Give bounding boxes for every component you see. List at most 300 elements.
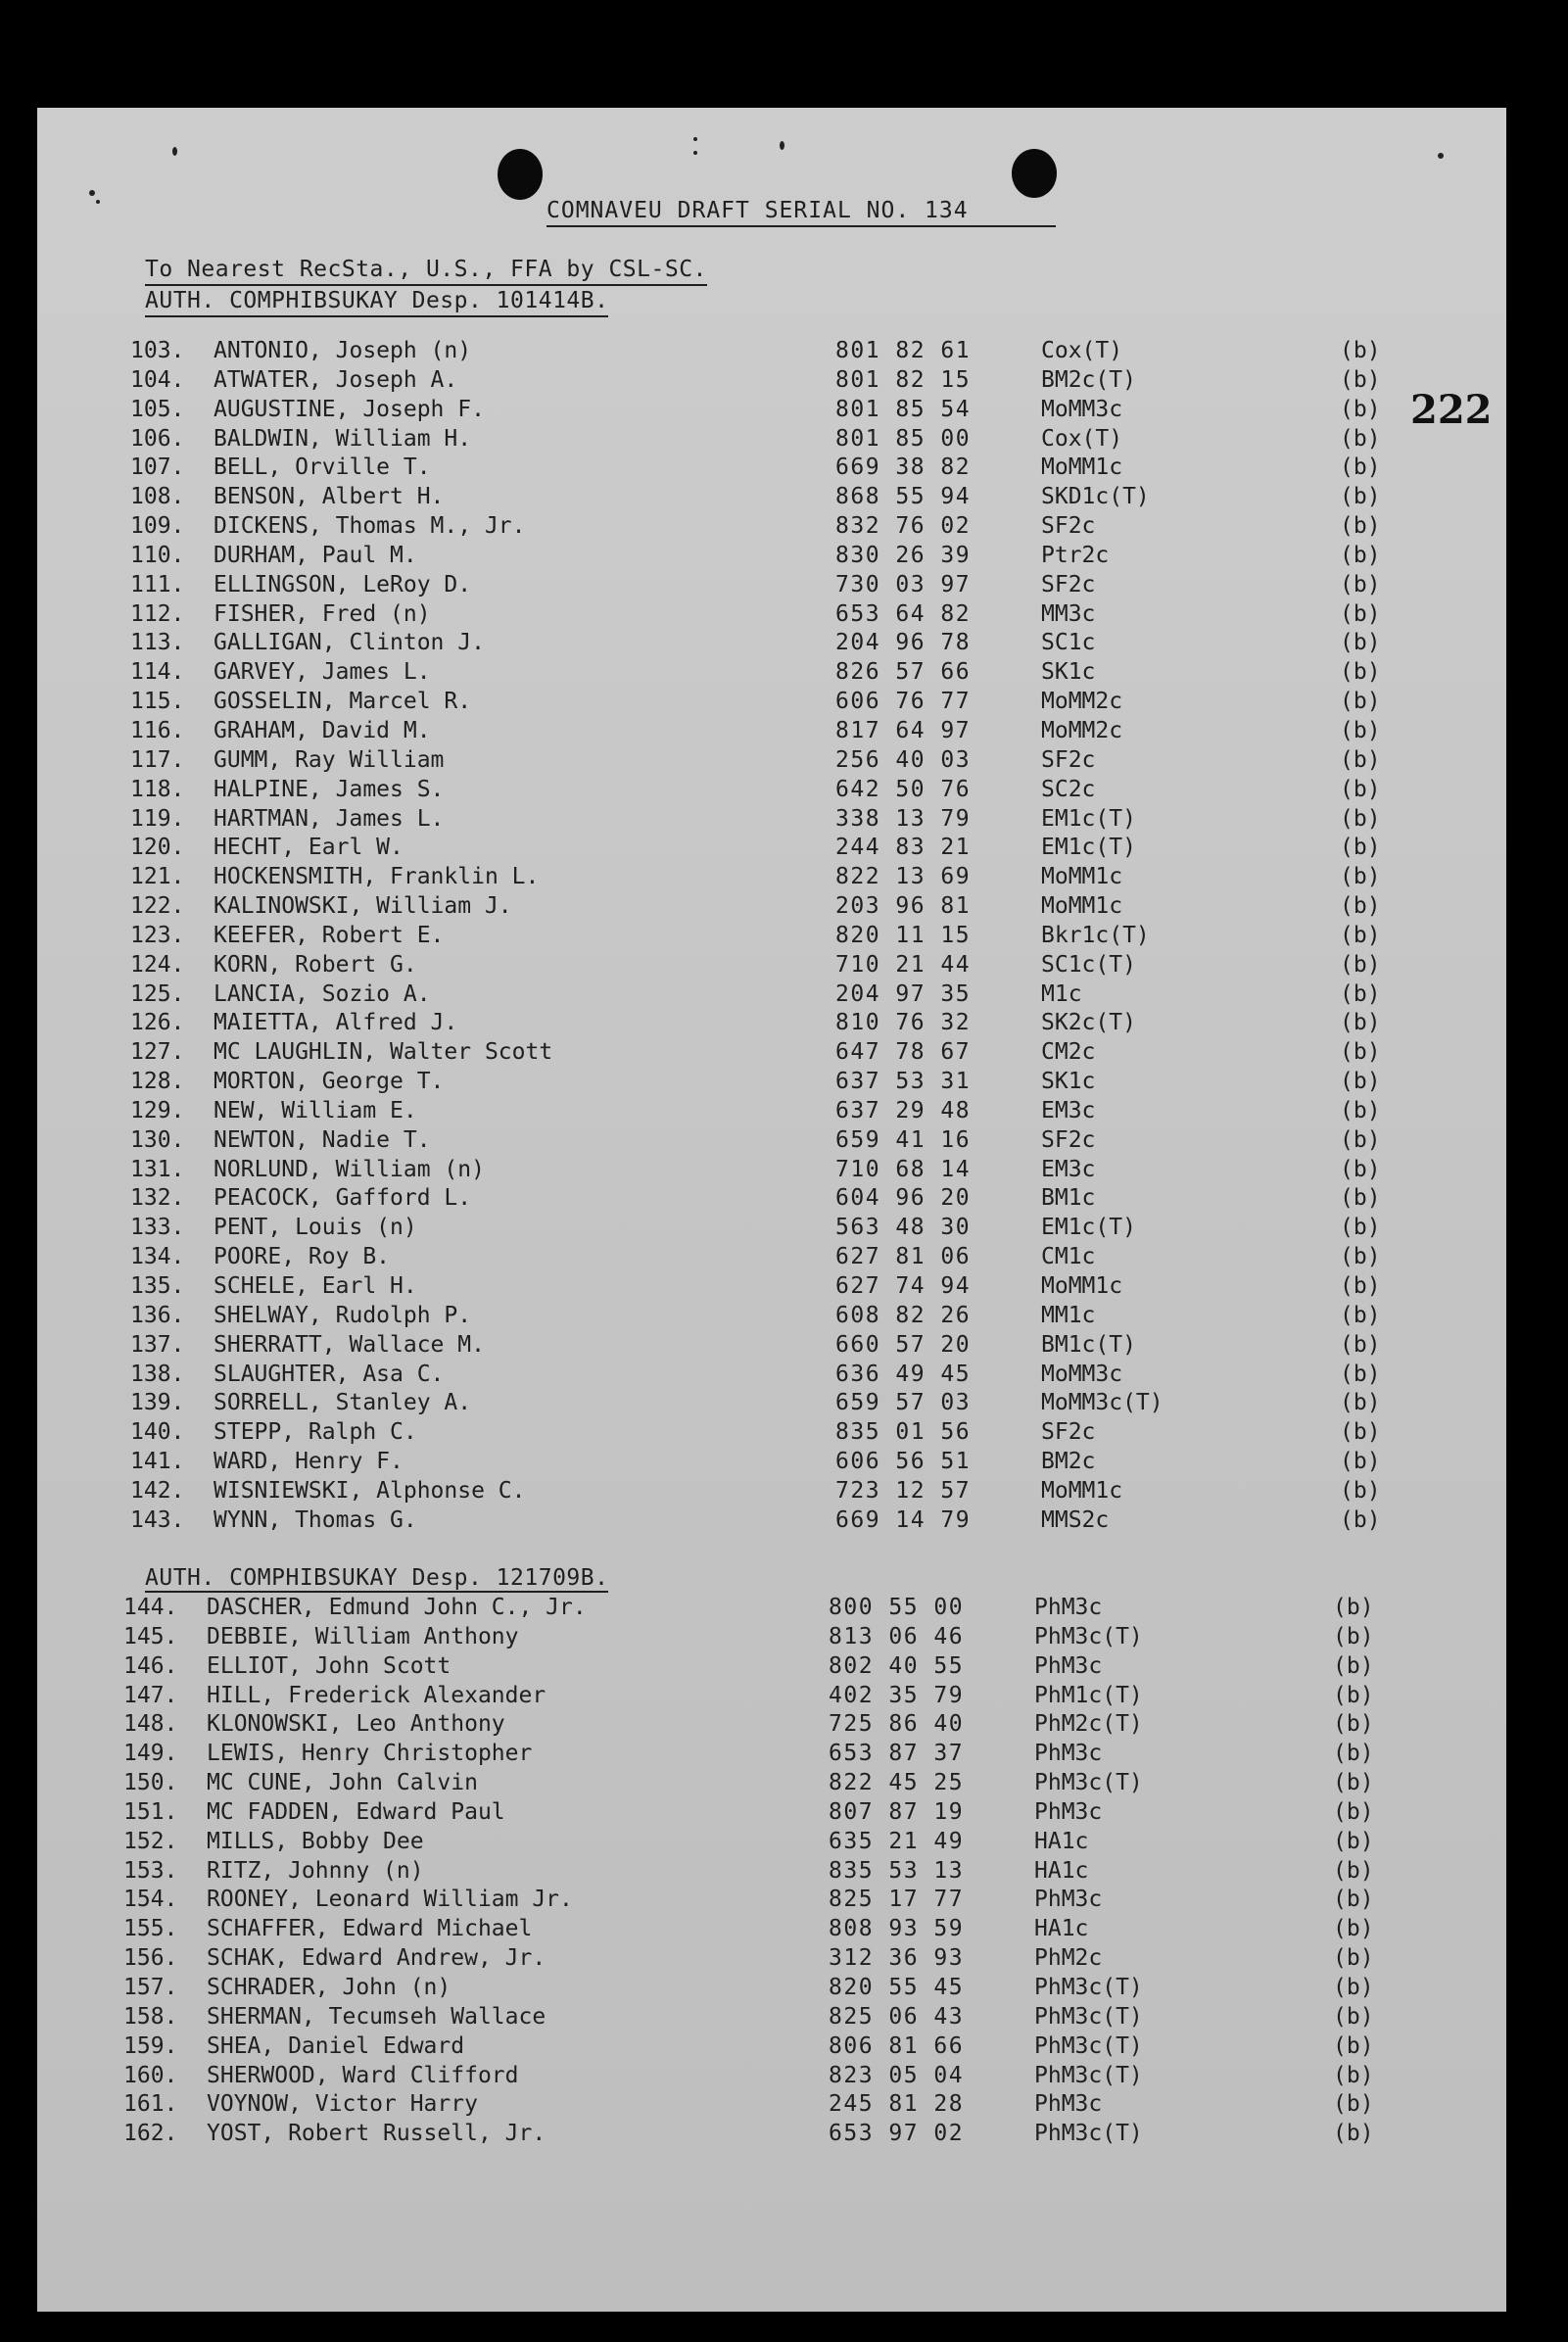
roster-row (123, 1769, 1426, 1798)
row-number: 106. (130, 425, 185, 452)
roster-row (123, 2032, 1426, 2062)
category: (b) (1340, 1156, 1381, 1182)
service-number: 823 05 04 (829, 2062, 965, 2088)
service-number: 669 38 82 (835, 454, 972, 481)
service-number: 338 13 79 (835, 805, 972, 832)
service-number: 825 06 43 (829, 2003, 965, 2030)
service-number: 801 85 54 (835, 396, 972, 422)
member-name: WYNN, Thomas G. (214, 1506, 417, 1533)
category: (b) (1340, 835, 1381, 861)
row-number: 140. (130, 1419, 185, 1446)
member-name: SCHELE, Earl H. (214, 1273, 417, 1299)
roster-row (130, 1243, 1433, 1272)
category: (b) (1333, 1711, 1374, 1738)
member-name: DEBBIE, William Anthony (207, 1623, 519, 1649)
member-name: MC CUNE, John Calvin (207, 1770, 478, 1796)
service-number: 647 78 67 (835, 1039, 972, 1066)
member-name: HOCKENSMITH, Franklin L. (214, 864, 540, 890)
row-number: 134. (130, 1244, 185, 1270)
row-number: 119. (130, 805, 185, 832)
service-number: 637 29 48 (835, 1097, 972, 1123)
rating: PhM1c(T) (1034, 1682, 1143, 1708)
member-name: STEPP, Ralph C. (214, 1419, 417, 1446)
service-number: 808 93 59 (829, 1916, 965, 1942)
category: (b) (1333, 1828, 1374, 1854)
member-name: PEACOCK, Gafford L. (214, 1185, 472, 1212)
category: (b) (1333, 1652, 1374, 1679)
member-name: SORRELL, Stanley A. (214, 1390, 472, 1416)
category: (b) (1340, 659, 1381, 686)
category: (b) (1340, 1331, 1381, 1358)
roster-row (130, 454, 1433, 483)
rating: PhM3c(T) (1034, 2032, 1143, 2059)
service-number: 204 97 35 (835, 980, 972, 1007)
category: (b) (1340, 484, 1381, 510)
row-number: 116. (130, 717, 185, 743)
row-number: 128. (130, 1069, 185, 1095)
rating: EM1c(T) (1041, 835, 1136, 861)
rating: PhM2c (1034, 1945, 1103, 1972)
category: (b) (1340, 689, 1381, 715)
service-number: 608 82 26 (835, 1302, 972, 1328)
speck (172, 147, 177, 156)
rating: CM1c (1041, 1244, 1096, 1270)
rating: CM2c (1041, 1039, 1096, 1066)
row-number: 104. (130, 366, 185, 393)
speck (693, 137, 697, 141)
speck (693, 151, 697, 155)
row-number: 146. (123, 1652, 178, 1679)
row-number: 133. (130, 1215, 185, 1241)
service-number: 868 55 94 (835, 484, 972, 510)
service-number: 660 57 20 (835, 1331, 972, 1358)
member-name: ROONEY, Leonard William Jr. (207, 1887, 573, 1913)
rating: MoMM1c (1041, 864, 1123, 890)
service-number: 835 01 56 (835, 1419, 972, 1446)
category: (b) (1333, 1770, 1374, 1796)
service-number: 604 96 20 (835, 1185, 972, 1212)
row-number: 120. (130, 835, 185, 861)
member-name: KEEFER, Robert E. (214, 922, 445, 948)
category: (b) (1340, 630, 1381, 656)
row-number: 126. (130, 1010, 185, 1036)
member-name: VOYNOW, Victor Harry (207, 2091, 478, 2118)
row-number: 130. (130, 1126, 185, 1153)
roster-row (123, 1682, 1426, 1711)
roster-row (130, 1097, 1433, 1126)
rating: MM1c (1041, 1302, 1096, 1328)
category: (b) (1333, 2091, 1374, 2118)
member-name: NEW, William E. (214, 1097, 417, 1123)
category: (b) (1340, 1010, 1381, 1036)
routing-block (145, 255, 707, 317)
rating: PhM3c(T) (1034, 1770, 1143, 1796)
row-number: 118. (130, 776, 185, 802)
rating: EM1c(T) (1041, 805, 1136, 832)
category: (b) (1340, 513, 1381, 540)
category: (b) (1340, 1039, 1381, 1066)
roster-row (130, 542, 1433, 571)
category: (b) (1340, 1215, 1381, 1241)
member-name: HECHT, Earl W. (214, 835, 404, 861)
member-name: RITZ, Johnny (n) (207, 1857, 424, 1884)
member-name: ANTONIO, Joseph (n) (214, 338, 472, 363)
row-number: 111. (130, 571, 185, 597)
member-name: KORN, Robert G. (214, 951, 417, 978)
roster-row (130, 834, 1433, 863)
service-number: 653 64 82 (835, 600, 972, 627)
roster-row (130, 1068, 1433, 1097)
roster-row (130, 600, 1433, 630)
category: (b) (1340, 1126, 1381, 1153)
rating: MMS2c (1041, 1506, 1110, 1533)
rating: BM2c(T) (1041, 366, 1136, 393)
rating: EM3c (1041, 1156, 1096, 1182)
category: (b) (1333, 1623, 1374, 1649)
row-number: 105. (130, 396, 185, 422)
service-number: 800 55 00 (829, 1595, 965, 1620)
document-page (37, 108, 1506, 2312)
rating: PhM3c (1034, 2091, 1103, 2118)
service-number: 659 57 03 (835, 1390, 972, 1416)
rating: MoMM1c (1041, 893, 1123, 920)
service-number: 801 82 61 (835, 338, 972, 363)
member-name: WARD, Henry F. (214, 1449, 404, 1475)
rating: MoMM3c (1041, 396, 1123, 422)
service-number: 606 56 51 (835, 1449, 972, 1475)
service-number: 835 53 13 (829, 1857, 965, 1884)
roster-row (130, 1331, 1433, 1361)
speck (1438, 153, 1444, 159)
rating: M1c (1041, 980, 1082, 1007)
row-number: 152. (123, 1828, 178, 1854)
roster-row (130, 1184, 1433, 1214)
service-number: 669 14 79 (835, 1506, 972, 1533)
roster-row (130, 1477, 1433, 1506)
category: (b) (1333, 1682, 1374, 1708)
member-name: GRAHAM, David M. (214, 717, 431, 743)
member-name: MC LAUGHLIN, Walter Scott (214, 1039, 553, 1066)
category: (b) (1340, 1185, 1381, 1212)
member-name: HALPINE, James S. (214, 776, 445, 802)
roster-row (130, 425, 1433, 454)
service-number: 606 76 77 (835, 689, 972, 715)
row-number: 149. (123, 1741, 178, 1767)
member-name: ATWATER, Joseph A. (214, 366, 458, 393)
roster-row (123, 1710, 1426, 1740)
row-number: 148. (123, 1711, 178, 1738)
member-name: DASCHER, Edmund John C., Jr. (207, 1595, 587, 1620)
member-name: GARVEY, James L. (214, 659, 431, 686)
service-number: 725 86 40 (829, 1711, 965, 1738)
row-number: 115. (130, 689, 185, 715)
member-name: MAIETTA, Alfred J. (214, 1010, 458, 1036)
rating: Cox(T) (1041, 425, 1123, 452)
rating: BM2c (1041, 1449, 1096, 1475)
service-number: 402 35 79 (829, 1682, 965, 1708)
rating: Cox(T) (1041, 338, 1123, 363)
roster-row (130, 1302, 1433, 1331)
roster-row (123, 1974, 1426, 2003)
row-number: 124. (130, 951, 185, 978)
category: (b) (1340, 746, 1381, 773)
rating: SC1c(T) (1041, 951, 1136, 978)
rating: PhM3c(T) (1034, 1623, 1143, 1649)
member-name: SHERRATT, Wallace M. (214, 1331, 485, 1358)
service-number: 244 83 21 (835, 835, 972, 861)
service-number: 312 36 93 (829, 1945, 965, 1972)
service-number: 822 13 69 (835, 864, 972, 890)
category: (b) (1340, 1069, 1381, 1095)
roster-row (130, 1361, 1433, 1390)
member-name: MILLS, Bobby Dee (207, 1828, 424, 1854)
rating: Bkr1c(T) (1041, 922, 1150, 948)
speck (96, 200, 100, 204)
category: (b) (1340, 1361, 1381, 1387)
row-number: 114. (130, 659, 185, 686)
member-name: SHERMAN, Tecumseh Wallace (207, 2003, 546, 2030)
roster-row (130, 863, 1433, 892)
row-number: 122. (130, 893, 185, 920)
row-number: 121. (130, 864, 185, 890)
roster-row (130, 776, 1433, 805)
member-name: POORE, Roy B. (214, 1244, 391, 1270)
category: (b) (1340, 805, 1381, 832)
rating: SF2c (1041, 746, 1096, 773)
row-number: 117. (130, 746, 185, 773)
roster-row (130, 922, 1433, 951)
category: (b) (1333, 1798, 1374, 1825)
roster-row (123, 1886, 1426, 1915)
row-number: 150. (123, 1770, 178, 1796)
roster-row (130, 1038, 1433, 1068)
rating: PhM3c (1034, 1595, 1103, 1620)
rating: PhM3c (1034, 1741, 1103, 1767)
category: (b) (1340, 571, 1381, 597)
punch-hole-left (498, 149, 543, 200)
service-number: 810 76 32 (835, 1010, 972, 1036)
category: (b) (1340, 600, 1381, 627)
category: (b) (1333, 1974, 1374, 2000)
row-number: 142. (130, 1477, 185, 1504)
row-number: 160. (123, 2062, 178, 2088)
member-name: SLAUGHTER, Asa C. (214, 1361, 445, 1387)
service-number: 730 03 97 (835, 571, 972, 597)
service-number: 817 64 97 (835, 717, 972, 743)
rating: SK1c (1041, 659, 1096, 686)
service-number: 801 85 00 (835, 425, 972, 452)
member-name: ELLIOT, John Scott (207, 1652, 451, 1679)
rating: PhM3c(T) (1034, 2121, 1143, 2147)
category: (b) (1340, 1302, 1381, 1328)
roster-row (123, 1857, 1426, 1887)
service-number: 627 74 94 (835, 1273, 972, 1299)
row-number: 158. (123, 2003, 178, 2030)
member-name: SCHAFFER, Edward Michael (207, 1916, 533, 1942)
roster-row (130, 1418, 1433, 1448)
service-number: 801 82 15 (835, 366, 972, 393)
member-name: SCHAK, Edward Andrew, Jr. (207, 1945, 546, 1972)
roster-row (130, 980, 1433, 1010)
roster-row (130, 1009, 1433, 1038)
member-name: SHERWOOD, Ward Clifford (207, 2062, 519, 2088)
roster-row (130, 1389, 1433, 1418)
service-number: 627 81 06 (835, 1244, 972, 1270)
rating: SKD1c(T) (1041, 484, 1150, 510)
service-number: 245 81 28 (829, 2091, 965, 2118)
member-name: GUMM, Ray William (214, 746, 445, 773)
row-number: 109. (130, 513, 185, 540)
roster-row (130, 1448, 1433, 1477)
service-number: 642 50 76 (835, 776, 972, 802)
draft-serial-title: COMNAVEU DRAFT SERIAL NO. 134 (546, 198, 1056, 227)
rating: PhM3c (1034, 1652, 1103, 1679)
roster-group-1 (130, 337, 1433, 1536)
category: (b) (1333, 1916, 1374, 1942)
row-number: 136. (130, 1302, 185, 1328)
roster-row (130, 571, 1433, 600)
speck (780, 141, 784, 150)
row-number: 110. (130, 542, 185, 568)
member-name: DURHAM, Paul M. (214, 542, 417, 568)
row-number: 132. (130, 1185, 185, 1212)
row-number: 113. (130, 630, 185, 656)
row-number: 153. (123, 1857, 178, 1884)
row-number: 108. (130, 484, 185, 510)
row-number: 137. (130, 1331, 185, 1358)
member-name: YOST, Robert Russell, Jr. (207, 2121, 546, 2147)
category: (b) (1340, 454, 1381, 481)
category: (b) (1340, 864, 1381, 890)
member-name: AUGUSTINE, Joseph F. (214, 396, 485, 422)
category: (b) (1340, 425, 1381, 452)
roster-row (123, 2003, 1426, 2032)
roster-row (130, 951, 1433, 980)
rating: SF2c (1041, 513, 1096, 540)
member-name: HARTMAN, James L. (214, 805, 445, 832)
rating: SK1c (1041, 1069, 1096, 1095)
row-number: 131. (130, 1156, 185, 1182)
category: (b) (1340, 776, 1381, 802)
category: (b) (1340, 893, 1381, 920)
rating: MoMM1c (1041, 1477, 1123, 1504)
rating: EM1c(T) (1041, 1215, 1136, 1241)
service-number: 659 41 16 (835, 1126, 972, 1153)
roster-row (123, 1915, 1426, 1944)
rating: SF2c (1041, 571, 1096, 597)
rating: MoMM1c (1041, 1273, 1123, 1299)
roster-row (123, 2062, 1426, 2091)
category: (b) (1340, 338, 1381, 363)
rating: MoMM3c (1041, 1361, 1123, 1387)
roster-row (130, 1126, 1433, 1156)
roster-row (123, 1594, 1426, 1623)
service-number: 723 12 57 (835, 1477, 972, 1504)
category: (b) (1340, 1097, 1381, 1123)
roster-row (123, 1623, 1426, 1652)
row-number: 112. (130, 600, 185, 627)
row-number: 143. (130, 1506, 185, 1533)
member-name: GALLIGAN, Clinton J. (214, 630, 485, 656)
roster-row (130, 746, 1433, 776)
row-number: 151. (123, 1798, 178, 1825)
category: (b) (1340, 1449, 1381, 1475)
member-name: BELL, Orville T. (214, 454, 431, 481)
row-number: 147. (123, 1682, 178, 1708)
category: (b) (1333, 1887, 1374, 1913)
member-name: HILL, Frederick Alexander (207, 1682, 546, 1708)
rating: PhM3c(T) (1034, 1974, 1143, 2000)
speck (89, 190, 95, 196)
row-number: 107. (130, 454, 185, 481)
service-number: 637 53 31 (835, 1069, 972, 1095)
category: (b) (1333, 2003, 1374, 2030)
page-number: 222 (1410, 387, 1493, 433)
roster-row (130, 805, 1433, 835)
roster-row (130, 892, 1433, 922)
row-number: 145. (123, 1623, 178, 1649)
member-name: LEWIS, Henry Christopher (207, 1741, 533, 1767)
category: (b) (1340, 1477, 1381, 1504)
category: (b) (1340, 1273, 1381, 1299)
rating: MM3c (1041, 600, 1096, 627)
rating: PhM3c (1034, 1887, 1103, 1913)
rating: SC1c (1041, 630, 1096, 656)
category: (b) (1340, 542, 1381, 568)
row-number: 144. (123, 1595, 178, 1620)
row-number: 103. (130, 338, 185, 363)
member-name: SCHRADER, John (n) (207, 1974, 451, 2000)
service-number: 653 97 02 (829, 2121, 965, 2147)
rating: MoMM2c (1041, 689, 1123, 715)
rating: PhM3c (1034, 1798, 1103, 1825)
roster-row (130, 483, 1433, 512)
category: (b) (1333, 2032, 1374, 2059)
category: (b) (1340, 396, 1381, 422)
rating: PhM2c(T) (1034, 1711, 1143, 1738)
roster-row (123, 2090, 1426, 2120)
rating: BM1c (1041, 1185, 1096, 1212)
roster-row (123, 1828, 1426, 1857)
service-number: 710 68 14 (835, 1156, 972, 1182)
member-name: GOSSELIN, Marcel R. (214, 689, 472, 715)
category: (b) (1340, 717, 1381, 743)
roster-group-2 (123, 1594, 1426, 2149)
category: (b) (1340, 951, 1381, 978)
roster-row (130, 1272, 1433, 1302)
member-name: WISNIEWSKI, Alphonse C. (214, 1477, 526, 1504)
rating: SC2c (1041, 776, 1096, 802)
category: (b) (1340, 1506, 1381, 1533)
rating: MoMM2c (1041, 717, 1123, 743)
roster-row (130, 658, 1433, 688)
row-number: 161. (123, 2091, 178, 2118)
rating: EM3c (1041, 1097, 1096, 1123)
rating: PhM3c(T) (1034, 2062, 1143, 2088)
service-number: 204 96 78 (835, 630, 972, 656)
category: (b) (1333, 1741, 1374, 1767)
member-name: ELLINGSON, LeRoy D. (214, 571, 472, 597)
roster-row (130, 1214, 1433, 1243)
member-name: SHEA, Daniel Edward (207, 2032, 465, 2059)
category: (b) (1340, 1390, 1381, 1416)
service-number: 820 11 15 (835, 922, 972, 948)
category: (b) (1333, 1857, 1374, 1884)
service-number: 807 87 19 (829, 1798, 965, 1825)
row-number: 156. (123, 1945, 178, 1972)
rating: PhM3c(T) (1034, 2003, 1143, 2030)
roster-row (130, 717, 1433, 746)
